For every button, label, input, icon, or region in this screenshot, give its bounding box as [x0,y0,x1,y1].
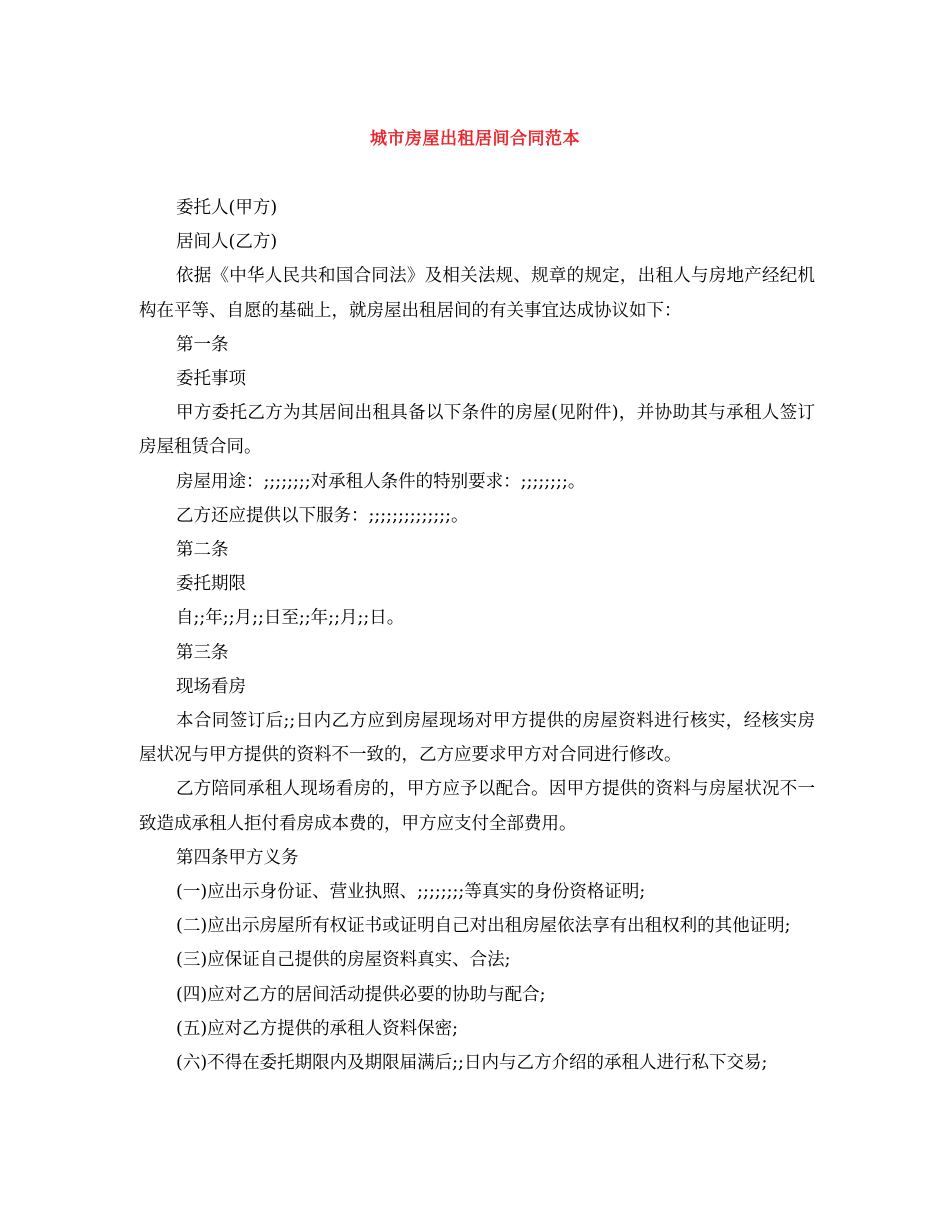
paragraph: 依据《中华人民共和国合同法》及相关法规、规章的规定，出租人与房地产经纪机构在平等、自愿的基础上，就房屋出租居间的有关事宜达成协议如下： [139,266,815,321]
paragraph: 自;;年;;月;;日至;;年;;月;;日。 [176,608,405,629]
paragraph: 第二条 [176,540,229,561]
paragraph: (三)应保证自己提供的房屋资料真实、合法; [176,950,511,971]
paragraph: 乙方陪同承租人现场看房的，甲方应予以配合。因甲方提供的资料与房屋状况不一致造成承租人拒付看房成本费的，甲方应支付全部费用。 [139,779,815,834]
paragraph: (一)应出示身份证、营业执照、;;;;;;;;等真实的身份资格证明; [176,882,646,903]
paragraph: (六)不得在委托期限内及期限届满后;;日内与乙方介绍的承租人进行私下交易; [176,1053,768,1074]
paragraph: 委托事项 [176,369,246,390]
document-body [139,191,815,1080]
paragraph: 第一条 [176,334,229,355]
paragraph: 第四条甲方义务 [176,847,299,868]
document-title: 城市房屋出租居间合同范本 [370,129,580,149]
paragraph: 本合同签订后;;日内乙方应到房屋现场对甲方提供的房屋资料进行核实，经核实房屋状况与甲方提供的资料不一致的，乙方应要求甲方对合同进行修改。 [139,711,815,766]
paragraph: 居间人(乙方) [176,232,278,253]
paragraph: 乙方还应提供以下服务：;;;;;;;;;;;;;;。 [176,505,469,526]
paragraph: 委托期限 [176,574,246,595]
paragraph: (二)应出示房屋所有权证书或证明自己对出租房屋依法享有出租权利的其他证明; [176,916,791,937]
paragraph: 房屋用途：;;;;;;;;对承租人条件的特别要求：;;;;;;;;。 [176,471,586,492]
paragraph: 委托人(甲方) [176,198,278,218]
paragraph: 甲方委托乙方为其居间出租具备以下条件的房屋(见附件)，并协助其与承租人签订房屋租赁合同。 [139,403,815,458]
paragraph: 第三条 [176,642,229,663]
paragraph: (五)应对乙方提供的承租人资料保密; [176,1018,459,1039]
paragraph: (四)应对乙方的居间活动提供必要的协助与配合; [176,984,546,1005]
paragraph: 现场看房 [176,676,246,697]
